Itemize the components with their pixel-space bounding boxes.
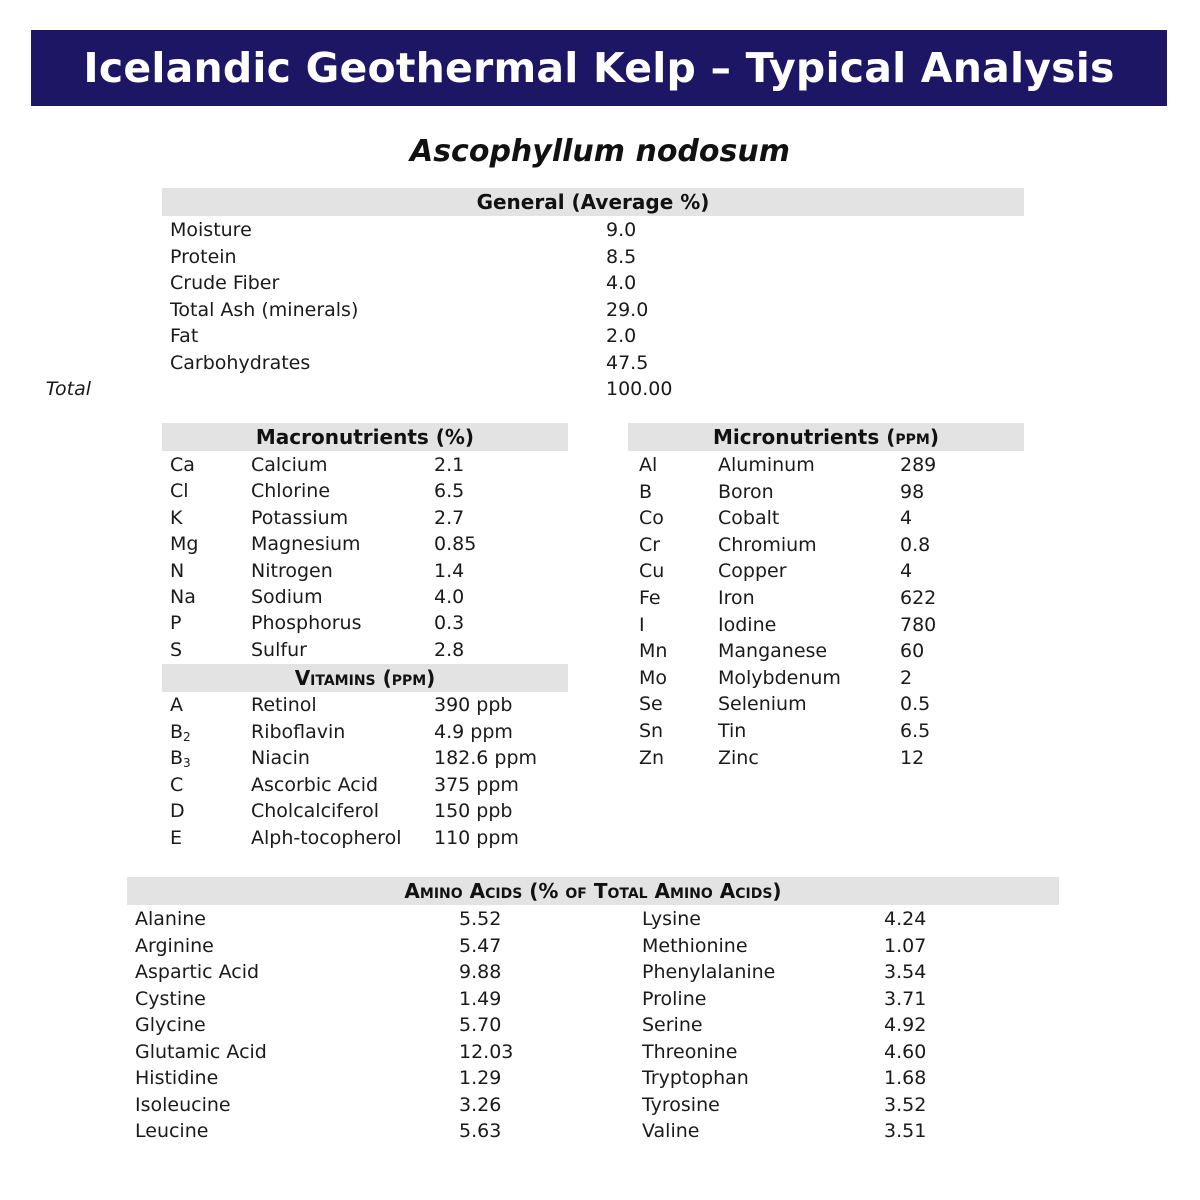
element-value: 780 — [900, 613, 937, 636]
general-row — [0, 350, 1200, 376]
micronutrients-header — [628, 423, 1024, 451]
micronutrient-row — [0, 558, 1200, 584]
element-symbol: B — [639, 480, 653, 503]
amino-acid-value: 3.51 — [884, 1120, 927, 1142]
element-value: 4.0 — [434, 586, 465, 608]
element-value: 622 — [900, 587, 937, 609]
vitamin-name: Cholcalciferol — [251, 800, 379, 822]
amino-acid-name: Glycine — [135, 1014, 206, 1036]
element-name: Selenium — [718, 693, 807, 716]
amino-acid-name: Aspartic Acid — [135, 961, 260, 983]
general-label: Total Ash (minerals) — [170, 298, 359, 321]
amino-acid-row — [0, 959, 1200, 985]
element-name: Magnesium — [251, 533, 361, 556]
page-title: Icelandic Geothermal Kelp – Typical Analysis — [83, 44, 1115, 92]
element-name: Calcium — [251, 454, 328, 476]
element-value: 2.8 — [434, 638, 465, 661]
amino-acid-value: 3.71 — [884, 987, 927, 1010]
element-value: 2.7 — [434, 506, 465, 529]
amino-acid-value: 5.70 — [459, 1014, 502, 1036]
vitamin-row — [0, 825, 1200, 851]
general-label: Moisture — [170, 219, 252, 241]
micronutrient-row — [0, 532, 1200, 558]
amino-acid-name: Histidine — [135, 1067, 219, 1089]
amino-acid-name: Leucine — [135, 1120, 209, 1142]
amino-acid-row — [0, 933, 1200, 959]
general-row — [0, 270, 1200, 296]
amino-acid-row — [0, 1065, 1200, 1091]
amino-acid-name: Glutamic Acid — [135, 1040, 267, 1063]
general-label: Fat — [170, 325, 199, 347]
amino-acid-name: Arginine — [135, 934, 214, 957]
amino-acid-name: Lysine — [642, 908, 701, 930]
amino-acid-value: 12.03 — [459, 1040, 514, 1063]
macronutrients-header-label: Macronutrients (%) — [255, 425, 475, 449]
element-symbol: Zn — [639, 746, 665, 769]
amino-acids-header — [127, 877, 1059, 905]
element-value: 12 — [900, 746, 925, 769]
vitamin-symbol-letter: B — [170, 747, 184, 769]
amino-acid-row — [0, 1039, 1200, 1065]
amino-acid-value: 5.52 — [459, 908, 502, 930]
element-value: 2.1 — [434, 454, 465, 476]
vitamins-header-label: Vitamins (ppm) — [294, 666, 436, 690]
element-symbol: Co — [639, 507, 664, 530]
element-value: 6.5 — [900, 720, 931, 742]
general-row — [0, 297, 1200, 323]
vitamin-symbol: C — [170, 773, 184, 796]
element-name: Sulfur — [251, 638, 307, 661]
micronutrient-row — [0, 665, 1200, 691]
macronutrients-header — [162, 423, 568, 451]
element-symbol: S — [170, 638, 183, 661]
amino-acid-name: Valine — [642, 1120, 700, 1142]
vitamin-value: 150 ppb — [434, 800, 513, 822]
amino-acid-value: 5.47 — [459, 934, 502, 957]
vitamin-row — [0, 772, 1200, 798]
micronutrient-row — [0, 452, 1200, 478]
element-symbol: Cr — [639, 533, 661, 556]
element-name: Phosphorus — [251, 612, 362, 635]
amino-acid-row — [0, 986, 1200, 1012]
element-symbol: Mn — [639, 640, 668, 663]
amino-acid-row — [0, 1092, 1200, 1118]
general-value: 29.0 — [606, 298, 649, 321]
amino-acid-name: Tryptophan — [642, 1067, 749, 1089]
amino-acid-name: Isoleucine — [135, 1093, 231, 1116]
element-value: 1.4 — [434, 559, 465, 582]
vitamin-name: Riboflavin — [251, 720, 346, 743]
element-name: Nitrogen — [251, 559, 333, 582]
amino-acid-name: Tyrosine — [642, 1093, 720, 1116]
element-name: Chlorine — [251, 480, 331, 503]
element-symbol: P — [170, 612, 182, 635]
amino-acid-name: Phenylalanine — [642, 961, 776, 983]
amino-acid-value: 1.49 — [459, 987, 502, 1010]
vitamin-value: 375 ppm — [434, 773, 519, 796]
element-symbol: Se — [639, 693, 663, 716]
element-value: 0.85 — [434, 533, 477, 556]
amino-acid-value: 3.54 — [884, 961, 927, 983]
element-value: 2 — [900, 666, 913, 689]
element-value: 98 — [900, 480, 925, 503]
amino-acid-value: 9.88 — [459, 961, 502, 983]
vitamin-value: 182.6 ppm — [434, 747, 538, 769]
page-title-banner — [31, 30, 1167, 106]
general-total-row — [0, 376, 700, 402]
amino-acid-value: 4.60 — [884, 1040, 927, 1063]
general-label: Protein — [170, 245, 237, 268]
element-value: 0.3 — [434, 612, 465, 635]
amino-acid-value: 1.29 — [459, 1067, 502, 1089]
amino-acid-name: Cystine — [135, 987, 206, 1010]
vitamin-symbol-subscript: 2 — [183, 729, 191, 744]
element-name: Sodium — [251, 586, 323, 608]
element-name: Iodine — [718, 613, 777, 636]
vitamin-value: 4.9 ppm — [434, 720, 513, 743]
element-symbol: Cl — [170, 480, 189, 503]
element-name: Boron — [718, 480, 774, 503]
vitamin-value: 110 ppm — [434, 826, 519, 849]
element-value: 6.5 — [434, 480, 465, 503]
micronutrient-row — [0, 745, 1200, 771]
vitamin-symbol-subscript: 3 — [183, 756, 191, 770]
general-row — [0, 244, 1200, 270]
vitamin-value: 390 ppb — [434, 694, 513, 716]
element-name: Tin — [718, 720, 747, 742]
amino-acid-name: Methionine — [642, 934, 748, 957]
element-symbol: Ca — [170, 454, 195, 476]
vitamin-row — [0, 798, 1200, 824]
general-row — [0, 217, 1200, 243]
species-subtitle: Ascophyllum nodosum — [409, 134, 790, 169]
element-name: Iron — [718, 587, 755, 609]
element-value: 0.5 — [900, 693, 931, 716]
element-value: 4 — [900, 560, 913, 583]
micronutrient-row — [0, 691, 1200, 717]
element-name: Potassium — [251, 506, 349, 529]
element-name: Cobalt — [718, 507, 780, 530]
element-symbol: K — [170, 506, 183, 529]
general-total-label: Total — [45, 378, 91, 400]
amino-acid-name: Proline — [642, 987, 707, 1010]
general-value: 4.0 — [606, 272, 637, 294]
amino-acid-name: Threonine — [642, 1040, 738, 1063]
vitamin-symbol: A — [170, 694, 183, 716]
element-value: 289 — [900, 454, 937, 476]
amino-acid-value: 5.63 — [459, 1120, 502, 1142]
micronutrients-header-label: Micronutrients (ppm) — [713, 425, 939, 449]
amino-acid-row — [0, 1012, 1200, 1038]
amino-acid-value: 1.68 — [884, 1067, 927, 1089]
element-name: Manganese — [718, 640, 828, 663]
element-name: Aluminum — [718, 454, 815, 476]
general-label: Carbohydrates — [170, 351, 311, 374]
micronutrient-row — [0, 718, 1200, 744]
element-symbol: Cu — [639, 560, 665, 583]
micronutrient-row — [0, 585, 1200, 611]
element-symbol: Fe — [639, 587, 661, 609]
general-header — [162, 188, 1024, 216]
vitamin-symbol-letter: B — [170, 720, 184, 743]
micronutrient-row — [0, 638, 1200, 664]
element-value: 0.8 — [900, 533, 931, 556]
vitamin-name: Alph-tocopherol — [251, 826, 402, 849]
general-label: Crude Fiber — [170, 272, 280, 294]
general-value: 8.5 — [606, 245, 637, 268]
element-name: Molybdenum — [718, 666, 841, 689]
amino-acid-row — [0, 906, 1200, 932]
element-name: Copper — [718, 560, 787, 583]
micronutrient-row — [0, 479, 1200, 505]
vitamin-symbol: D — [170, 800, 185, 822]
amino-acid-value: 4.92 — [884, 1014, 927, 1036]
micronutrient-row — [0, 612, 1200, 638]
amino-acid-value: 3.26 — [459, 1093, 502, 1116]
general-value: 9.0 — [606, 219, 637, 241]
amino-acids-header-label: Amino Acids (% of Total Amino Acids) — [404, 879, 782, 903]
general-row — [0, 323, 1200, 349]
element-symbol: N — [170, 559, 185, 582]
general-header-label: General (Average %) — [476, 190, 710, 214]
element-symbol: Mg — [170, 533, 199, 556]
amino-acid-value: 1.07 — [884, 934, 927, 957]
element-value: 60 — [900, 640, 925, 663]
vitamin-name: Niacin — [251, 747, 310, 769]
general-total-value: 100.00 — [606, 378, 673, 400]
amino-acid-value: 4.24 — [884, 908, 927, 930]
element-value: 4 — [900, 507, 913, 530]
amino-acid-name: Alanine — [135, 908, 206, 930]
general-value: 2.0 — [606, 325, 637, 347]
element-symbol: Na — [170, 586, 196, 608]
element-symbol: I — [639, 613, 645, 636]
vitamin-name: Ascorbic Acid — [251, 773, 379, 796]
element-symbol: Al — [639, 454, 658, 476]
element-name: Chromium — [718, 533, 817, 556]
general-value: 47.5 — [606, 351, 649, 374]
vitamin-symbol: E — [170, 826, 183, 849]
micronutrient-row — [0, 505, 1200, 531]
element-symbol: Sn — [639, 720, 664, 742]
element-symbol: Mo — [639, 666, 668, 689]
amino-acid-name: Serine — [642, 1014, 703, 1036]
element-name: Zinc — [718, 746, 759, 769]
vitamin-name: Retinol — [251, 694, 317, 716]
amino-acid-value: 3.52 — [884, 1093, 927, 1116]
amino-acid-row — [0, 1118, 1200, 1144]
